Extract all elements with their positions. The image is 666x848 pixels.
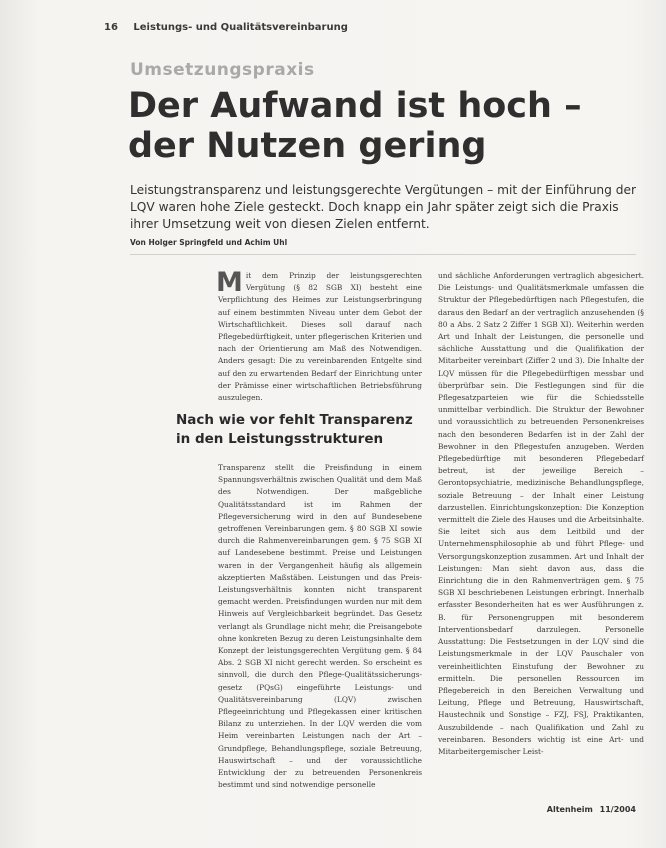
drop-cap: M [216,267,243,298]
column-2-body: und sächliche Anforderungen vertraglich abgesichert. Die Leistungs- und Qualitätsmerkmale umfassen die Struktur der Pflegebedürftigen nach Pflegestufen, die daraus den Bedarf an der vertraglich anzusehenden (§ 80 a Abs. 2 Satz 2 Ziffer 1 SGB XI). Weiterhin werden Art und Inhalt der Leistungen, die personelle und sächliche Ausstattung und die Qualifikation der Mitarbeiter vereinbart (Ziffer 2 und 3). Die Inhalte der LQV müssen für die Pflegebedürftigen messbar und überprüfbar sein. Die Festlegungen sind für die Pflegesatzparteien wie für die Schiedsstelle unmittelbar verbindlich. Die Struktur der Bewohner und voraussichtlich zu betreuenden Personenkreises nach den besonderen Bedarfen ist in der Zahl der Bewohner in den Pflegestufen anzugeben. Werden Pflegebedürftige mit besonderen Pflegebedarf betreut, ist der jeweilige Bereich – Gerontopsychiatrie, medizinische Behandlungspflege, soziale Betreuung – der Inhalt einer Leistung darzustellen. Einrichtungskonzeption: Die Konzeption vermittelt die Ziele des Hauses und die Arbeitsinhalte. Sie leitet sich aus dem Leitbild und der Unternehmensphilosophie ab und führt Pflege- und Versorgungskonzeption zusammen. Art und Inhalt der Leistungen: Man sieht davon aus, dass die Einrichtung die in den Rahmenverträgen gem. § 75 SGB XI beschriebenen Leistungen erbringt. Innerhalb erfasster Besonderheiten hat es wer Ausführungen z. B. für Personengruppen mit besonderem Interventionsbedarf darzulegen. Personelle Ausstattung: Die Festsetzungen in der LQV sind die Leistungsmerkmale in der LQV Pauschaler von vereinheitlichten Einstufung der Bewohner zu ermitteln. Die personellen Ressourcen im Pflegebereich in den Bereichen Verwaltung und Leitung, Pflege und Betreuung, Hauswirtschaft, Haustechnik und Sonstige – FZJ, FSJ, Praktikanten, Auszubildende – nach Qualifikation und Zahl zu vereinbaren. Besonders wichtig ist eine Art- und Mitarbeitergemischer Leist- [438,271,644,756]
article-title [128,86,628,166]
article-lead: Leistungstransparenz und leistungsgerechte Vergütungen – mit der Einführung der LQV waren hohe Ziele gesteckt. Doch knapp ein Jahr später zeigt sich die Praxis ihrer Umsetzung weit von diesen Zielen entfernt. [130,183,637,231]
kicker: Umsetzungspraxis [130,60,315,80]
divider [130,254,636,255]
column-1-intro [216,267,422,404]
column-1-body: Transparenz stellt die Preisfindung in einem Spannungsverhältnis zwischen Qualität und dem Maß des Notwendigen. Der maßgebliche Qualitätsstandard ist im Rahmen der Pflegeversicherung wird in den auf Bundesebene getroffenen Vereinbarungen gem. § 80 SGB XI sowie durch die Rahmenvereinbarungen gem. § 75 SGB XI auf Landesebene bestimmt. Preise und Leistungen waren in der Vergangenheit häufig als allgemein akzeptierten Maßstäben. Leistungen und das Preis-Leistungsverhältnis konnten nicht transparent gemacht werden. Preisfindungen wurden nur mit dem Hinweis auf Vergleichbarkeit begründet. Das Gesetz verlangt als Grundlage nicht mehr, die Preisangebote ohne konkreten Bezug zu deren Leistungsinhalte dem Konzept der leistungsgerechten Vergütung gem. § 84 Abs. 2 SGB XI nicht gerecht werden. So erscheint es sinnvoll, die durch den Pflege-Qualitätssicherungs-gesetz (PQsG) eingeführte Leistungs- und Qualitätsvereinbarung (LQV) zwischen Pflegeeinrichtung und Pflegekassen einer kritischen Bilanz zu unterziehen. In der LQV werden die vom Heim vereinbarten Leistungen nach der Art – Grundpflege, Behandlungspflege, soziale Betreuung, Hauswirtschaft – und der voraussichtliche Entwicklung der zu betreuenden Personenkreis bestimmt und sind notwendige personelle [218,463,422,790]
byline: Von Holger Springfeld und Achim Uhl [130,238,288,247]
issue-number: 11/2004 [599,805,636,814]
magazine-name: Altenheim [546,805,593,814]
subheading [176,411,436,449]
subheading-line-2: in den Leistungsstrukturen [176,431,384,447]
page-number: 16 [104,22,118,33]
running-header [104,22,348,33]
intro-text: it dem Prinzip der leistungsgerechten Vergütung (§ 82 SGB XI) besteht eine Verpflichtung des Heimes zur Leistungserbringung auf einem bestimmten Niveau unter dem Gebot der Wirtschaftlichkeit. Dieses soll darauf nach Pflegebedürftigkeit, unter pflegerischen Kriterien und nach der Orientierung am Maß des Notwendigen. Anders gesagt: Die zu vereinbarenden Entgelte sind auf den zu erwartenden Bedarf der Einrichtung unter der Prämisse einer wirtschaftlichen Betriebsführung auszulegen. [218,271,422,403]
subheading-line-1: Nach wie vor fehlt Transparenz [176,412,413,428]
section-title: Leistungs- und Qualitätsvereinbarung [133,22,348,33]
page-footer [547,805,636,814]
title-line-1: Der Aufwand ist hoch – [128,86,582,126]
title-line-2: der Nutzen gering [128,126,487,166]
